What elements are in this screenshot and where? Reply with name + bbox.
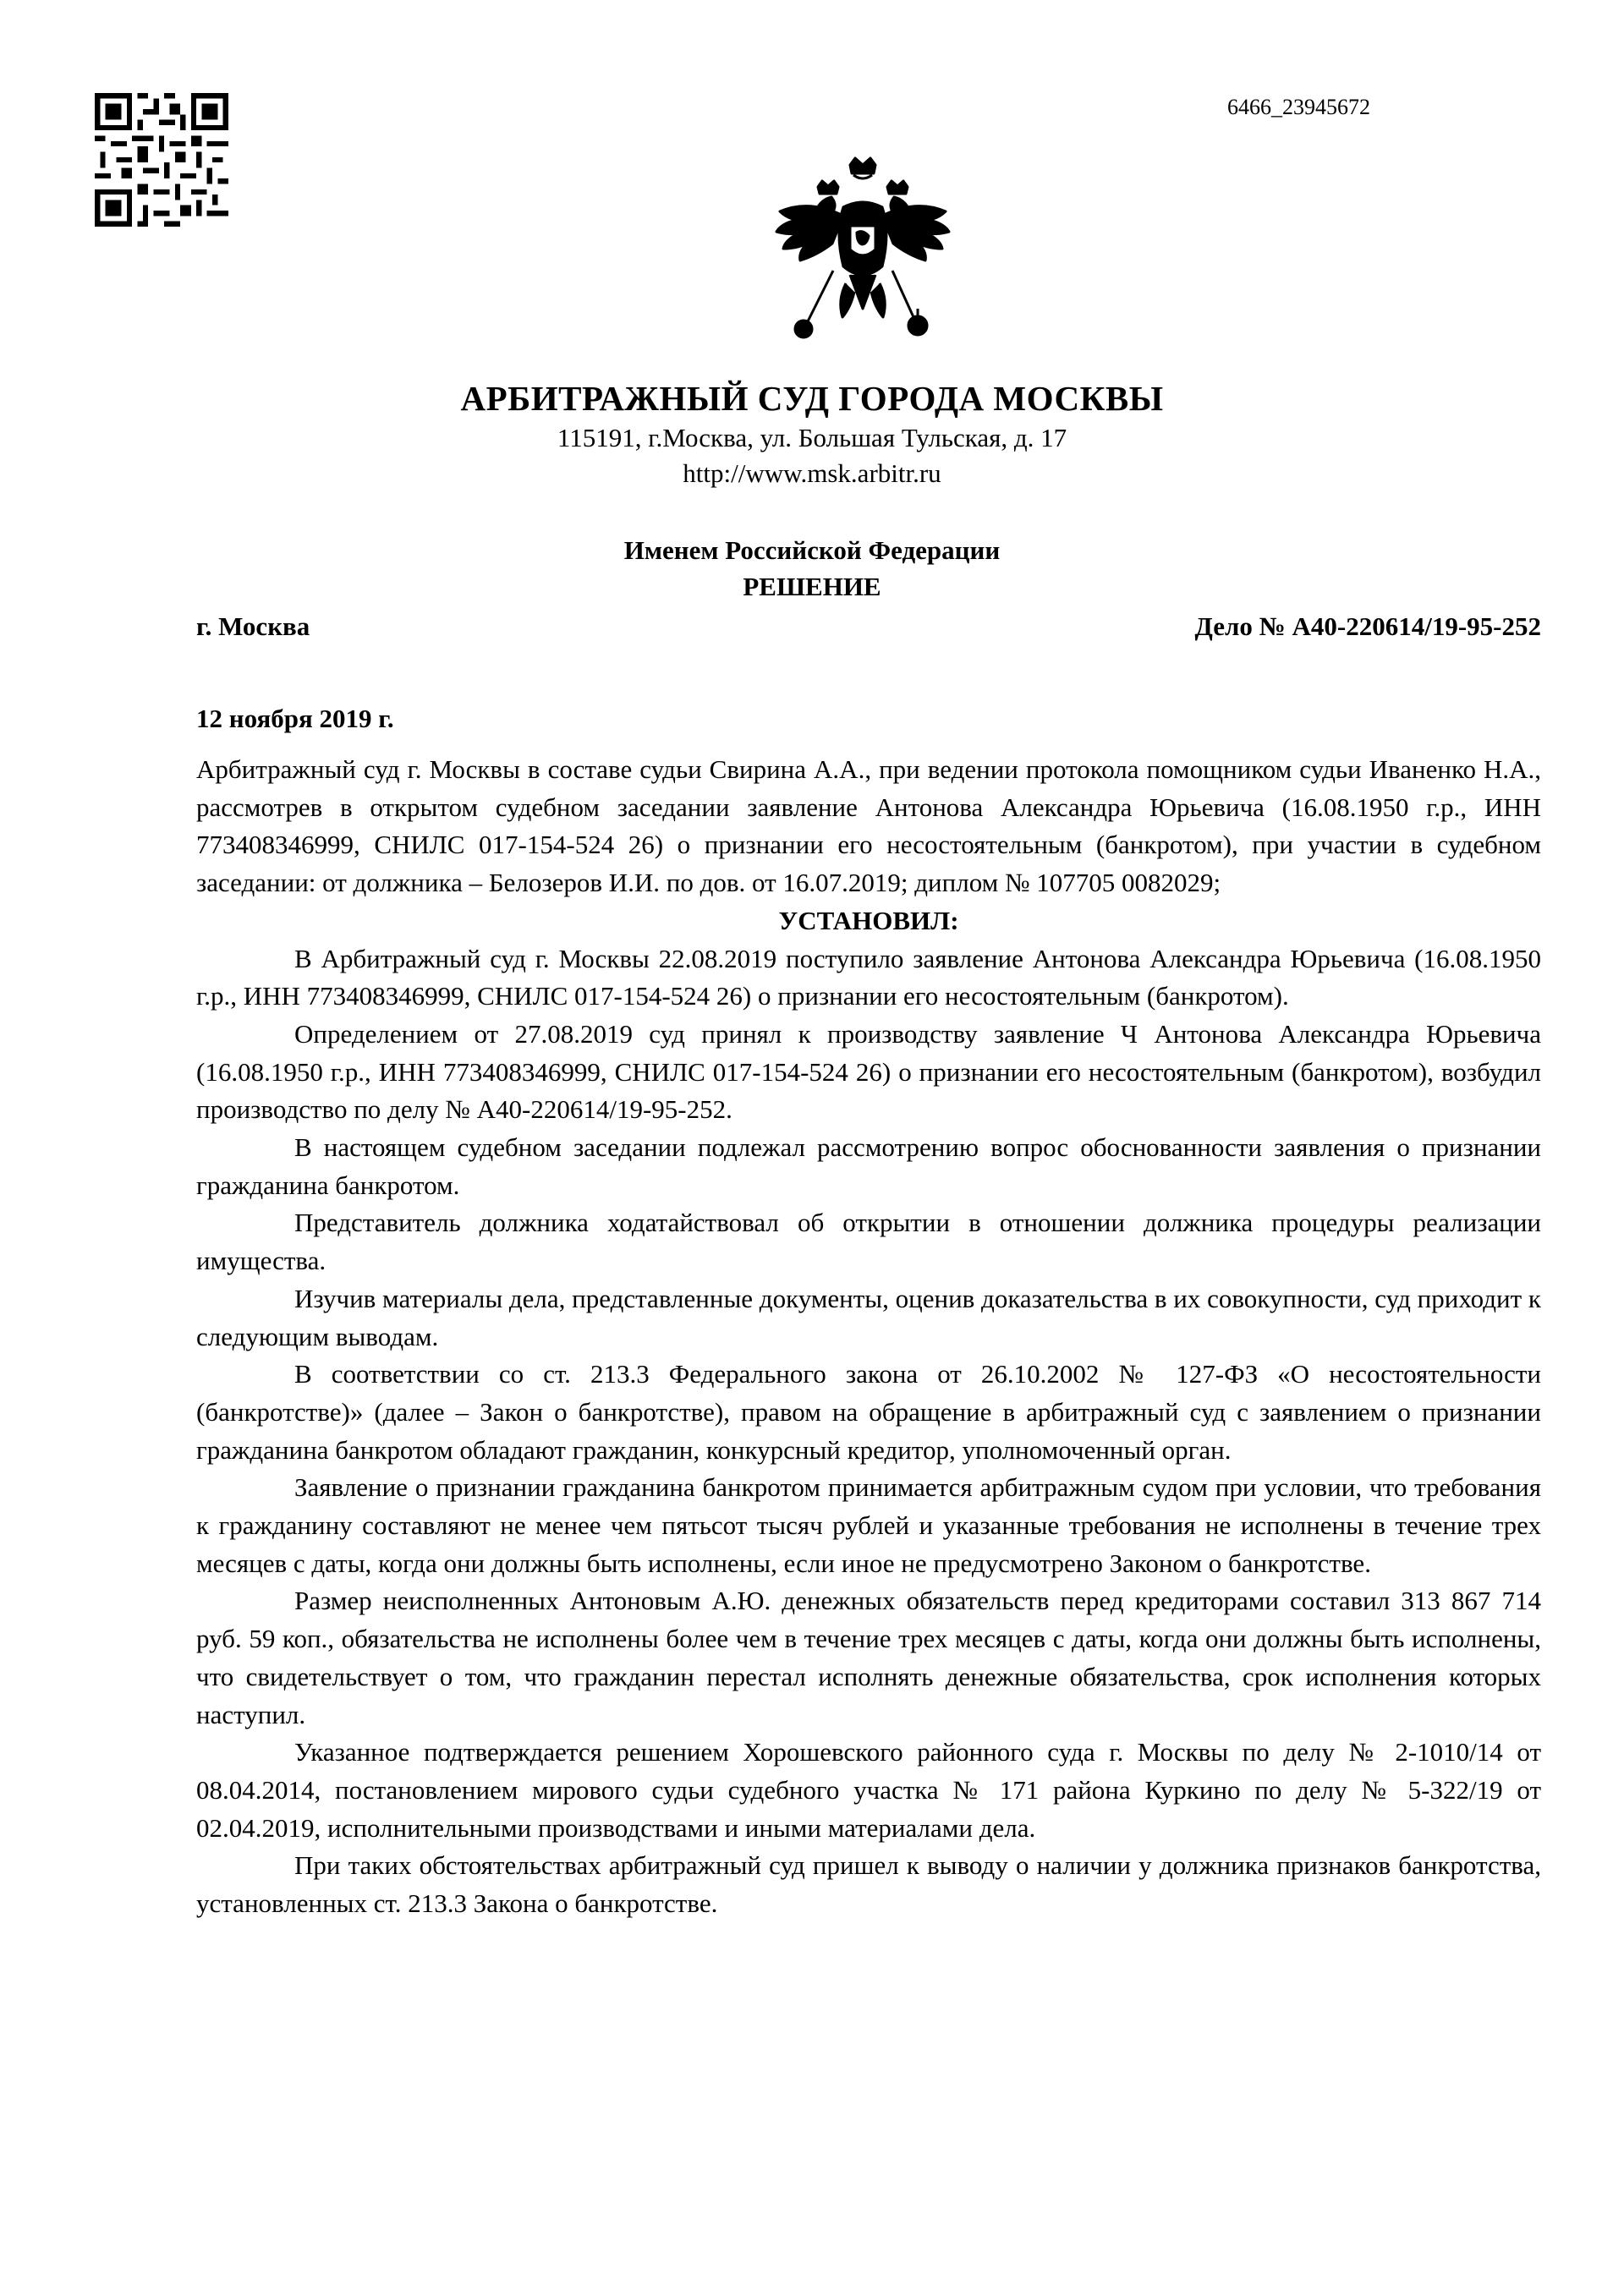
- city: г. Москва: [196, 611, 310, 641]
- established-heading: УСТАНОВИЛ:: [778, 905, 959, 935]
- body-paragraph: Представитель должника ходатайствовал об открытии в отношении должника процедуры реализации имущества.: [196, 1208, 1541, 1276]
- decision-date: 12 ноября 2019 г.: [196, 704, 394, 733]
- in-the-name-heading: Именем Российской Федерации: [623, 535, 1001, 565]
- qr-code-icon: [95, 93, 228, 227]
- decision-heading: РЕШЕНИЕ: [743, 572, 881, 601]
- coat-of-arms-emblem-icon: [765, 156, 960, 364]
- body-paragraph: Указанное подтверждается решением Хорошевского районного суда г. Москвы по делу № 2-1010/14 от 08.04.2014, постановлением мирового судьи судебного участка № 171 района Куркино по делу № 5-322/19 от 02.04.2019, исполнительными производствами и иными материалами дела.: [196, 1737, 1541, 1843]
- body-paragraph: В Арбитражный суд г. Москвы 22.08.2019 поступило заявление Антонова Александра Юрьевича (16.08.1950 г.р., ИНН 773408346999, СНИЛС 017-154-524 26) о признании его несостоятельным (банкротом).: [196, 943, 1541, 1011]
- body-paragraph: Размер неисполненных Антоновым А.Ю. денежных обязательств перед кредиторами составил 313 867 714 руб. 59 коп., обязательства не исполнены более чем в течение трех месяцев с даты, когда они должны быть исполнены, что свидетельствует о том, что гражданин перестал исполнять денежные обязательства, срок исполнения которых наступил.: [196, 1586, 1541, 1729]
- body-paragraph: В настоящем судебном заседании подлежал рассмотрению вопрос обоснованности заявления о признании гражданина банкротом.: [196, 1132, 1541, 1200]
- document-id: 6466_23945672: [1227, 95, 1370, 119]
- court-website-link[interactable]: http://www.msk.arbitr.ru: [683, 458, 941, 488]
- court-address: 115191, г.Москва, ул. Большая Тульская, д. 17: [557, 423, 1067, 452]
- body-paragraph: Изучив материалы дела, представленные документы, оценив доказательства в их совокупности, суд приходит к следующим выводам.: [196, 1283, 1541, 1351]
- intro-paragraph: Арбитражный суд г. Москвы в составе судьи Свирина А.А., при ведении протокола помощником судьи Иваненко Н.А., рассмотрев в открытом судебном заседании заявление Антонова Александра Юрьевича (16.08.1950 г.р., ИНН 773408346999, СНИЛС 017-154-524 26) о признании его несостоятельным (банкротом), при участии в судебном заседании: от должника – Белозеров И.И. по дов. от 16.07.2019; диплом № 107705 0082029;: [196, 754, 1541, 898]
- body-paragraph: Заявление о признании гражданина банкротом принимается арбитражным судом при условии, что требования к гражданину составляют не менее чем пятьсот тысяч рублей и указанные требования не исполнены в течение трех месяцев с даты, когда они должны быть исполнены, если иное не предусмотрено Законом о банкротстве.: [196, 1472, 1541, 1578]
- body-paragraph: Определением от 27.08.2019 суд принял к производству заявление Ч Антонова Александра Юрьевича (16.08.1950 г.р., ИНН 773408346999, СНИЛС 017-154-524 26) о признании его несостоятельным (банкротом), возбудил производство по делу № А40-220614/19-95-252.: [196, 1018, 1541, 1125]
- body-paragraph: В соответствии со ст. 213.3 Федерального закона от 26.10.2002 № 127-ФЗ «О несостоятельности (банкротстве)» (далее – Закон о банкротстве), правом на обращение в арбитражный суд с заявлением о признании гражданина банкротом обладают гражданин, конкурсный кредитор, уполномоченный орган.: [196, 1359, 1541, 1465]
- body-paragraph: При таких обстоятельствах арбитражный суд пришел к выводу о наличии у должника признаков банкротства, установленных ст. 213.3 Закона о банкротстве.: [196, 1850, 1541, 1919]
- court-title: АРБИТРАЖНЫЙ СУД ГОРОДА МОСКВЫ: [460, 379, 1164, 418]
- case-number: Дело № А40-220614/19-95-252: [1194, 611, 1541, 641]
- decision-body: [196, 751, 1541, 1923]
